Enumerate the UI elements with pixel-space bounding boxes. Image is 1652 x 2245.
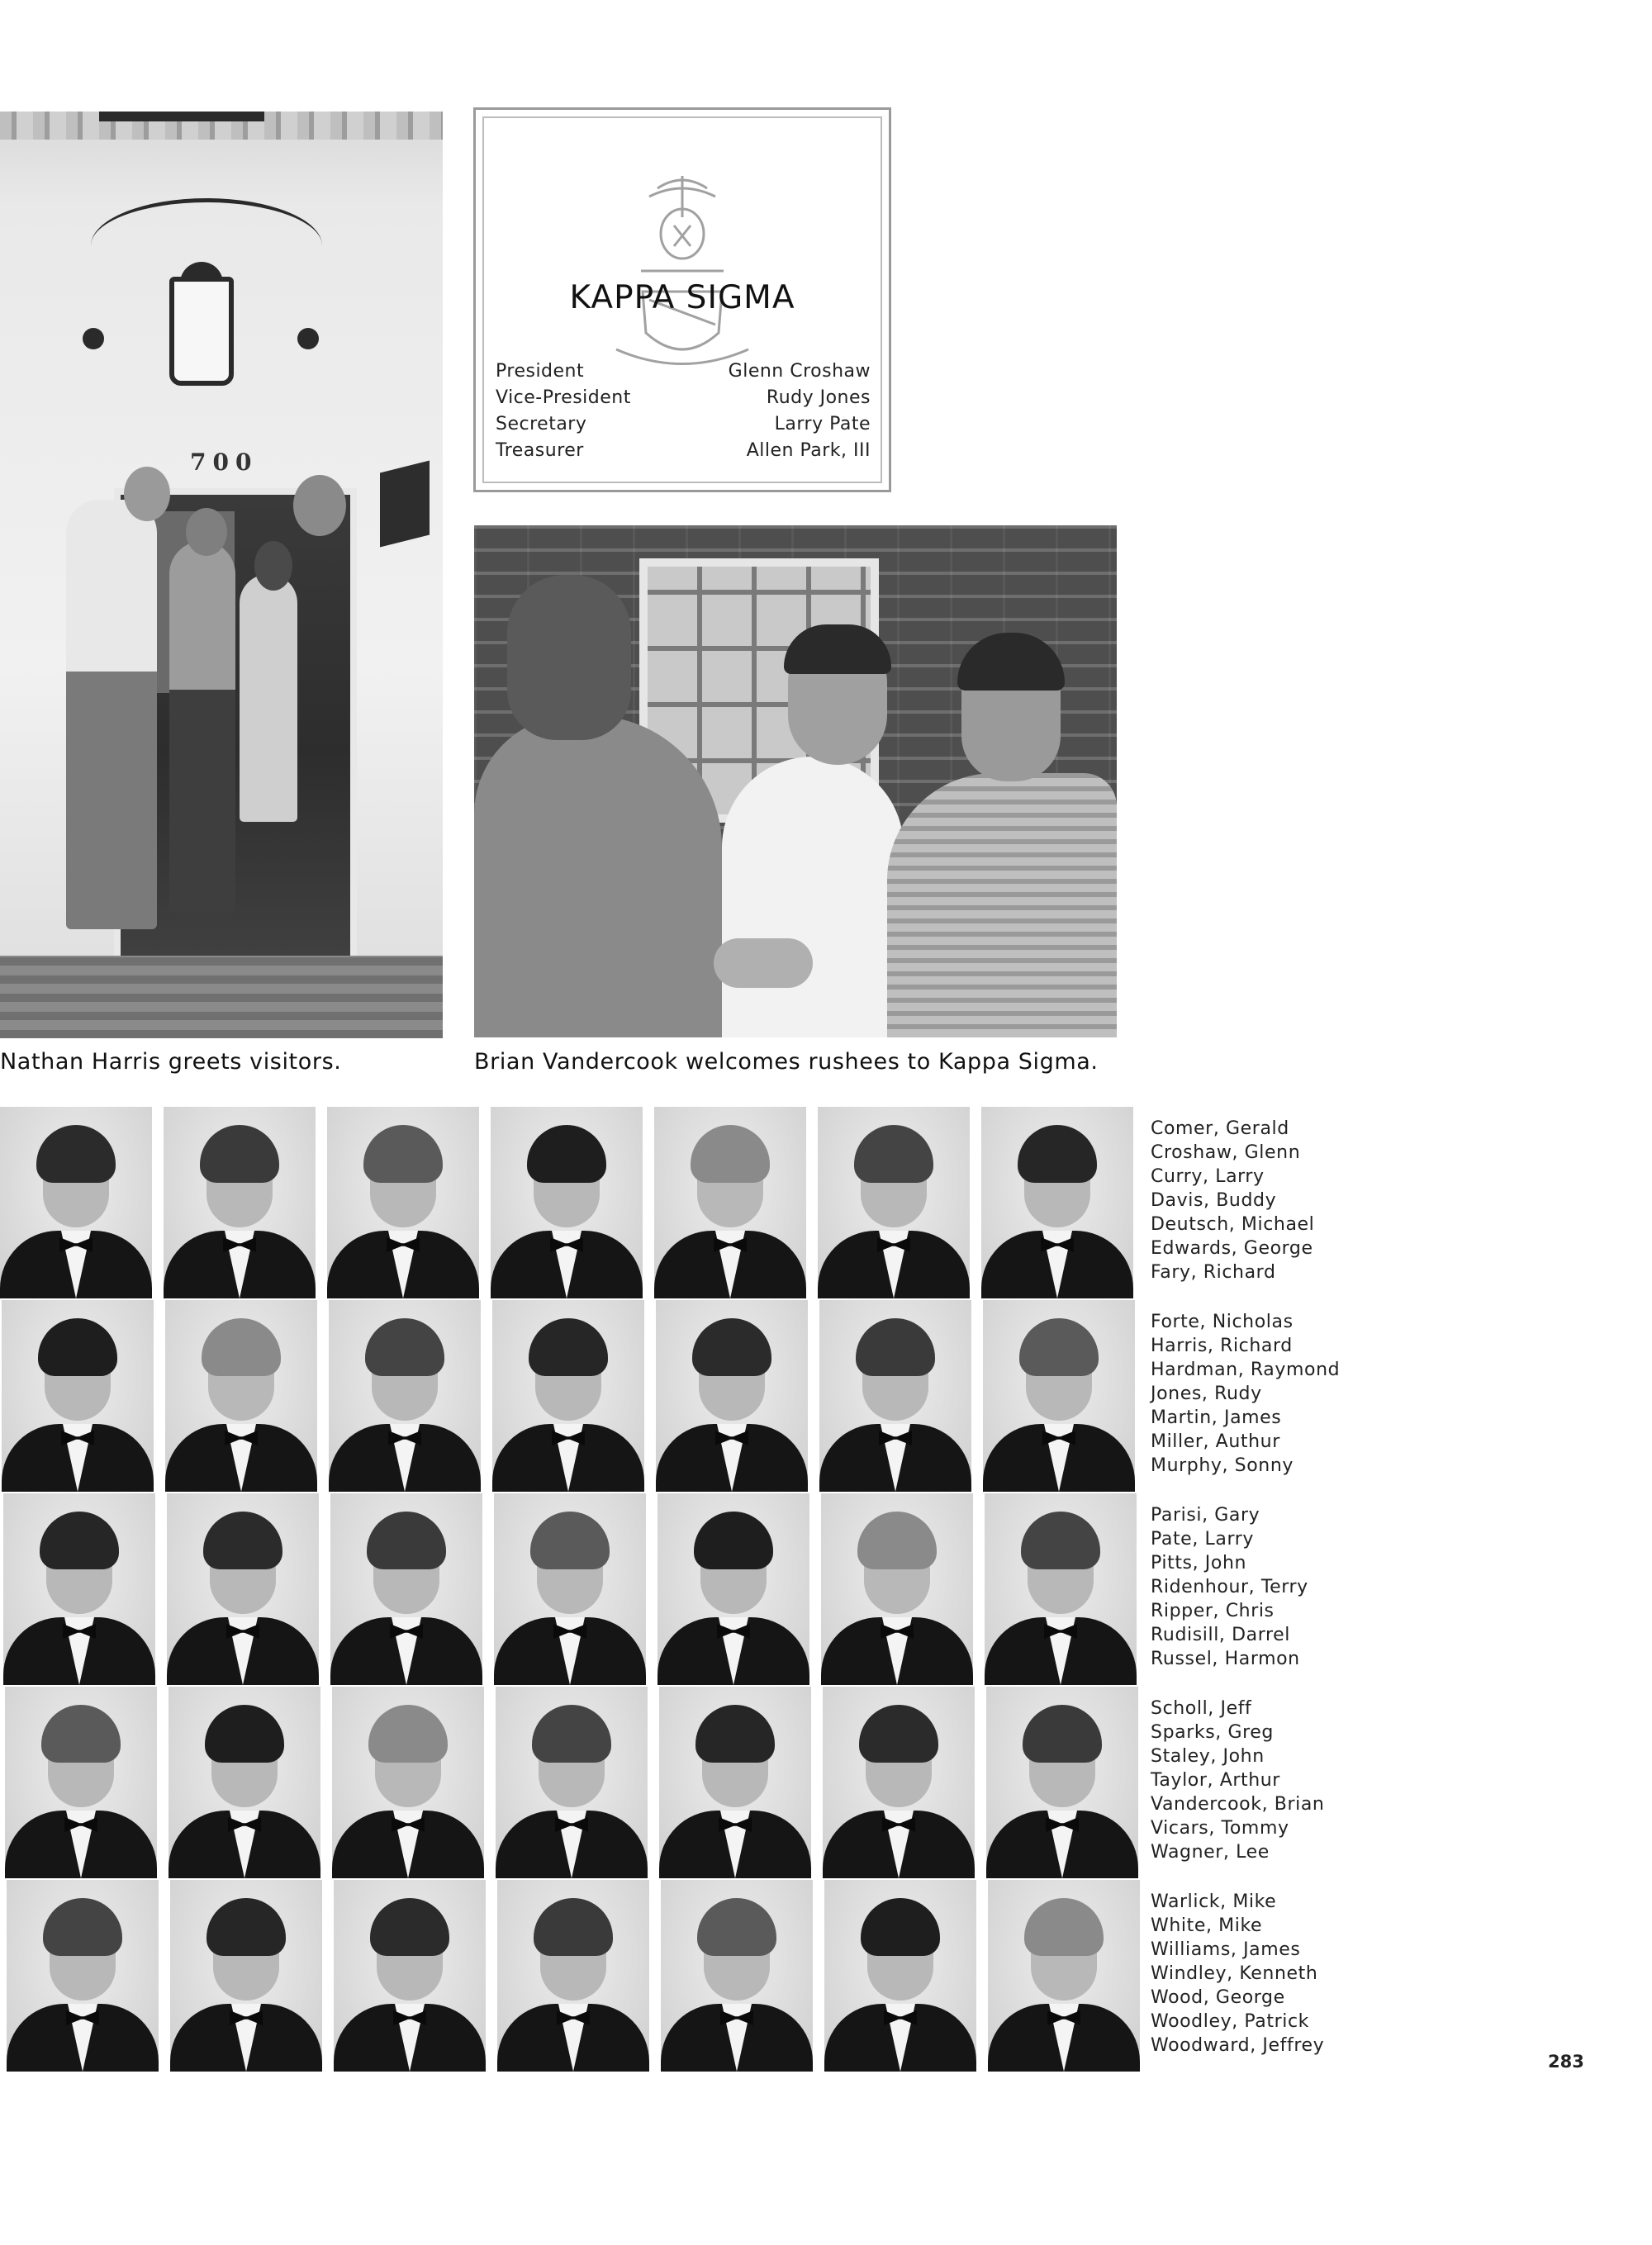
member-portrait	[330, 1493, 482, 1685]
roster-name: Croshaw, Glenn	[1151, 1142, 1301, 1163]
officer-role: Vice-President	[496, 387, 631, 408]
roster-name: Hardman, Raymond	[1151, 1360, 1341, 1380]
house-number: 700	[190, 449, 259, 476]
officer-row	[496, 440, 871, 467]
roster-name: Williams, James	[1151, 1939, 1301, 1960]
roster-name: Pitts, John	[1151, 1553, 1247, 1573]
member-portrait	[818, 1107, 970, 1298]
member-portrait	[329, 1300, 481, 1492]
member-portrait	[332, 1687, 484, 1878]
member-portrait	[170, 1880, 322, 2072]
roster-name: Comer, Gerald	[1151, 1118, 1289, 1139]
person-left-shirt	[474, 715, 722, 1037]
roster-name: Curry, Larry	[1151, 1166, 1265, 1187]
member-portrait	[167, 1493, 319, 1685]
officer-row	[496, 361, 871, 387]
roster-name: White, Mike	[1151, 1915, 1263, 1936]
roster-name: Murphy, Sonny	[1151, 1455, 1294, 1476]
handshake-photo	[474, 525, 1117, 1037]
member-portrait	[496, 1687, 648, 1878]
roster-list-1	[1151, 1117, 1314, 1284]
roster-list-3	[1151, 1503, 1308, 1671]
roof-ledge	[0, 112, 443, 140]
member-portrait	[491, 1107, 643, 1298]
roster-name: Vandercook, Brian	[1151, 1794, 1325, 1815]
member-portrait	[497, 1880, 649, 2072]
roster-name: Davis, Buddy	[1151, 1190, 1277, 1211]
person-right-shirt	[887, 773, 1117, 1037]
front-step	[0, 956, 443, 1038]
roster-name: Woodward, Jeffrey	[1151, 2035, 1325, 2056]
officer-panel	[473, 107, 891, 492]
roster-name: Ridenhour, Terry	[1151, 1577, 1308, 1597]
right-photo-caption: Brian Vandercook welcomes rushees to Kappa Sigma.	[474, 1049, 1099, 1075]
member-portrait	[823, 1687, 975, 1878]
roster-name: Staley, John	[1151, 1746, 1265, 1767]
member-portrait	[824, 1880, 976, 2072]
roster-name: Wagner, Lee	[1151, 1842, 1270, 1863]
member-portrait	[821, 1493, 973, 1685]
member-portrait	[657, 1493, 809, 1685]
member-portrait	[494, 1493, 646, 1685]
porch-lamp	[169, 277, 234, 386]
member-portrait	[985, 1493, 1137, 1685]
roster-name: Fary, Richard	[1151, 1262, 1276, 1283]
chapter-title: KAPPA SIGMA	[569, 279, 795, 316]
page-number: 283	[1548, 2052, 1584, 2072]
member-portrait	[327, 1107, 479, 1298]
officer-name: Rudy Jones	[766, 387, 871, 408]
roster-list-4	[1151, 1697, 1324, 1864]
officer-name: Allen Park, III	[746, 440, 871, 461]
roster-name: Parisi, Gary	[1151, 1505, 1260, 1526]
fraternity-crest-icon	[591, 168, 773, 374]
member-portrait	[164, 1107, 316, 1298]
officer-row	[496, 387, 871, 414]
officer-role: Secretary	[496, 414, 587, 434]
member-portrait	[656, 1300, 808, 1492]
officer-name: Larry Pate	[774, 414, 871, 434]
roster-name: Sparks, Greg	[1151, 1722, 1274, 1743]
member-portrait	[659, 1687, 811, 1878]
member-portrait	[334, 1880, 486, 2072]
handshake	[714, 938, 813, 988]
member-portrait	[169, 1687, 320, 1878]
member-portrait	[0, 1107, 152, 1298]
person-right	[281, 516, 380, 913]
person-middle-shirt	[722, 757, 904, 1037]
member-portrait	[661, 1880, 813, 2072]
member-portrait	[983, 1300, 1135, 1492]
roster-name: Taylor, Arthur	[1151, 1770, 1280, 1791]
roster-name: Rudisill, Darrel	[1151, 1625, 1290, 1645]
roster-name: Scholl, Jeff	[1151, 1698, 1252, 1719]
roster-name: Martin, James	[1151, 1407, 1282, 1428]
member-portrait	[492, 1300, 644, 1492]
roster-list-5	[1151, 1890, 1324, 2058]
roster-name: Pate, Larry	[1151, 1529, 1254, 1550]
officer-role: Treasurer	[496, 440, 584, 461]
roster-name: Jones, Rudy	[1151, 1384, 1262, 1404]
roster-name: Miller, Authur	[1151, 1431, 1280, 1452]
roster-name: Russel, Harmon	[1151, 1649, 1300, 1669]
roster-name: Woodley, Patrick	[1151, 2011, 1309, 2032]
person-left	[66, 500, 157, 929]
left-photo-caption: Nathan Harris greets visitors.	[0, 1049, 342, 1075]
member-portrait	[165, 1300, 317, 1492]
member-portrait	[654, 1107, 806, 1298]
roster-name: Windley, Kenneth	[1151, 1963, 1318, 1984]
member-portrait	[819, 1300, 971, 1492]
roster-name: Edwards, George	[1151, 1238, 1313, 1259]
roster-name: Ripper, Chris	[1151, 1601, 1275, 1621]
member-portrait	[988, 1880, 1140, 2072]
roster-name: Deutsch, Michael	[1151, 1214, 1315, 1235]
officer-role: President	[496, 361, 585, 382]
doorway-photo	[0, 112, 443, 1038]
officer-row	[496, 414, 871, 440]
person-left-head	[507, 575, 631, 740]
roster-name: Forte, Nicholas	[1151, 1312, 1294, 1332]
member-portrait	[3, 1493, 155, 1685]
roster-name: Harris, Richard	[1151, 1336, 1293, 1356]
wall-sign	[380, 461, 430, 548]
member-portrait	[986, 1687, 1138, 1878]
member-portrait	[5, 1687, 157, 1878]
roster-list-2	[1151, 1310, 1340, 1478]
officer-name: Glenn Croshaw	[728, 361, 871, 382]
member-portrait	[981, 1107, 1133, 1298]
person-center	[169, 541, 235, 913]
roster-name: Wood, George	[1151, 1987, 1285, 2008]
member-portrait	[7, 1880, 159, 2072]
roster-name: Warlick, Mike	[1151, 1891, 1277, 1912]
roster-name: Vicars, Tommy	[1151, 1818, 1289, 1839]
member-portrait	[2, 1300, 154, 1492]
